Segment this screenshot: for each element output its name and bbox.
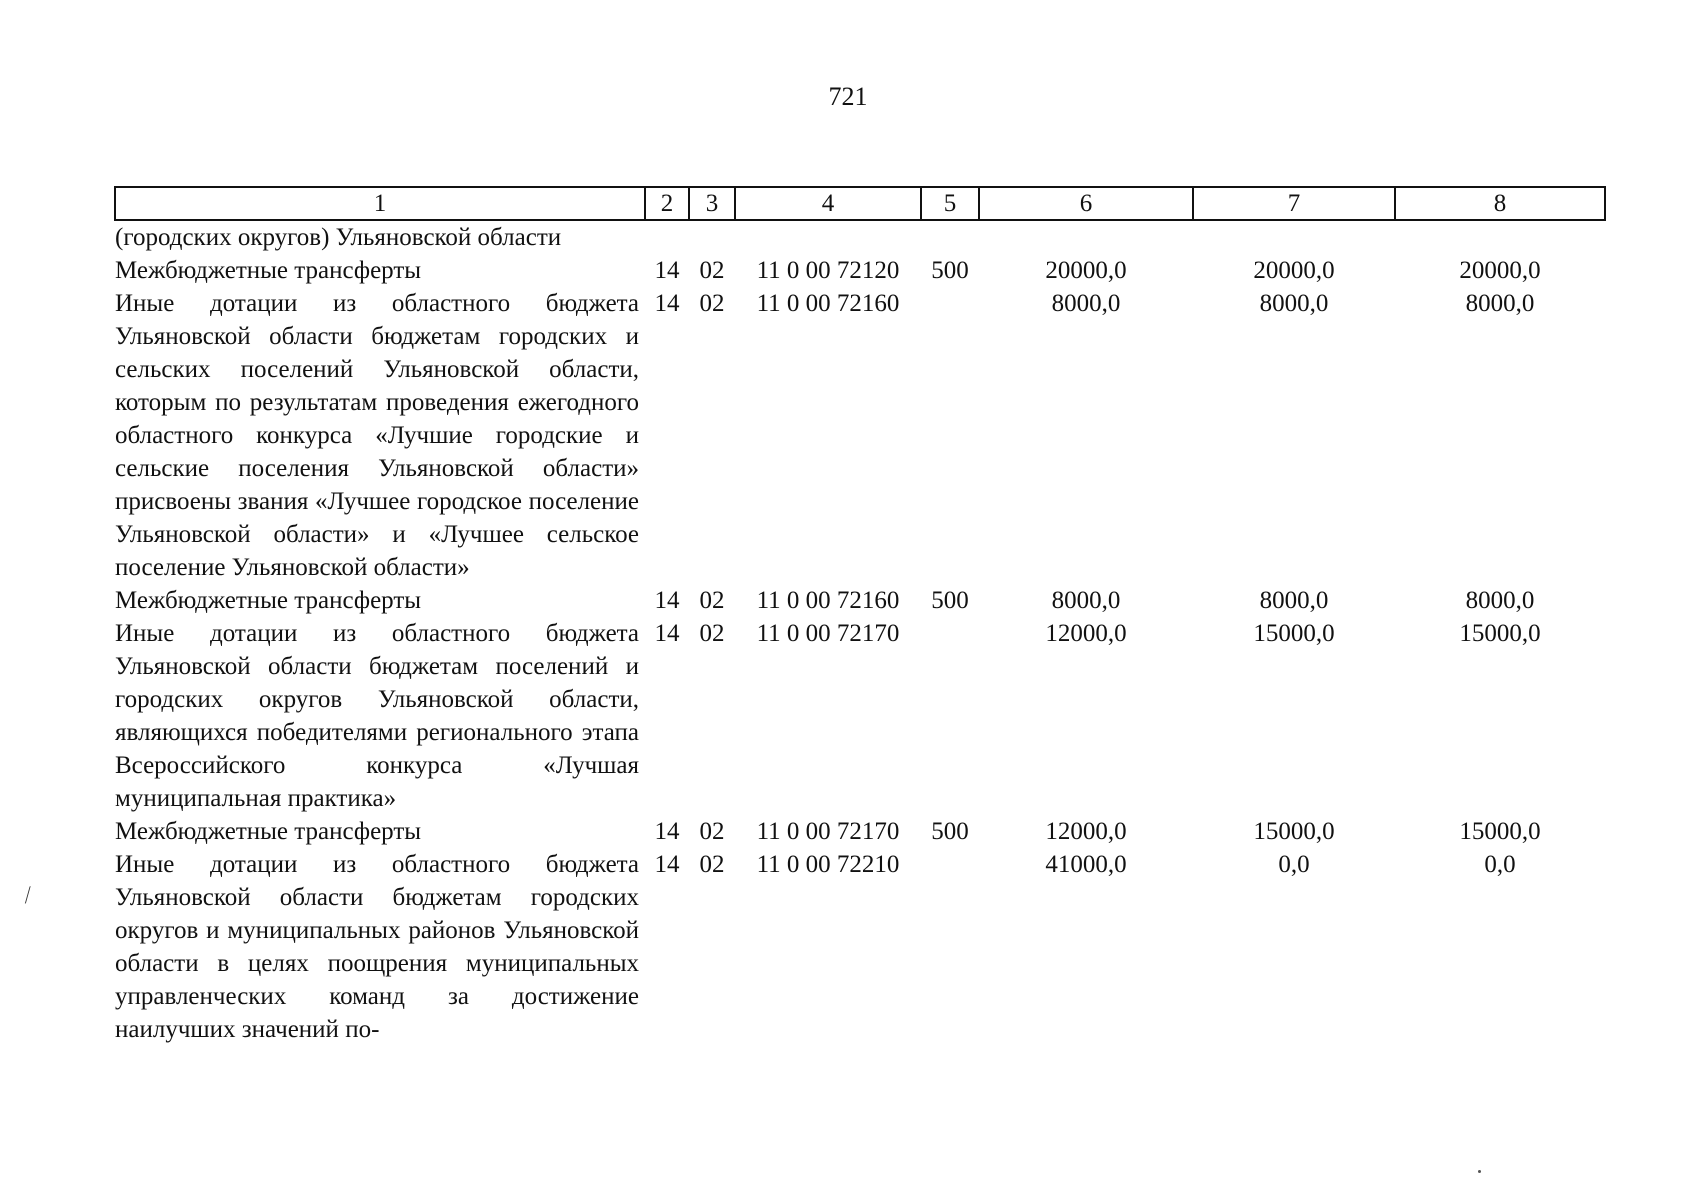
row-section: 14	[654, 290, 680, 317]
table-row	[115, 848, 1605, 1046]
row-expense-type	[921, 287, 979, 584]
row-name: Межбюджетные трансферты	[115, 257, 422, 284]
table-row	[115, 254, 1605, 287]
row-value-col7: 15000,0	[1253, 620, 1335, 647]
row-target-code: 11 0 00 72160	[756, 587, 900, 614]
row-value-col7	[1193, 220, 1395, 254]
row-target-code: 11 0 00 72170	[756, 818, 900, 845]
row-value-col7: 0,0	[1278, 851, 1310, 878]
row-value-col8: 20000,0	[1459, 257, 1541, 284]
row-expense-type	[921, 617, 979, 815]
row-value-col7: 15000,0	[1253, 818, 1335, 845]
scan-dot-mark	[1478, 1170, 1481, 1173]
row-value-col8	[1395, 220, 1605, 254]
column-header: 8	[1395, 187, 1605, 220]
row-value-col8: 15000,0	[1459, 620, 1541, 647]
row-value-col6: 8000,0	[1051, 290, 1121, 317]
row-value-col8: 8000,0	[1465, 587, 1535, 614]
row-name: Иные дотации из областного бюджета Ульяновской области бюджетам городских округов и муниципальных районов Ульяновской области в целях поощрения муниципальных управленческих команд за достижение наилучших значений по-	[115, 851, 639, 1043]
row-value-col6	[979, 220, 1193, 254]
row-name: Межбюджетные трансферты	[115, 587, 422, 614]
row-value-col8: 15000,0	[1459, 818, 1541, 845]
row-name: Иные дотации из областного бюджета Ульяновской области бюджетам городских и сельских поселений Ульяновской области, которым по результатам проведения ежегодного областного конкурса «Лучшие городские и сельские поселения Ульяновской области» присвоены звания «Лучшее городское поселение Ульяновской области» и «Лучшее сельское поселение Ульяновской области»	[115, 290, 639, 581]
table-row	[115, 584, 1605, 617]
row-name: (городских округов) Ульяновской области	[115, 224, 562, 251]
column-header: 2	[645, 187, 689, 220]
row-target-code: 11 0 00 72210	[756, 851, 900, 878]
budget-table	[114, 186, 1606, 1046]
row-value-col7: 20000,0	[1253, 257, 1335, 284]
row-section: 14	[654, 257, 680, 284]
table-row	[115, 287, 1605, 584]
row-subsection: 02	[699, 620, 725, 647]
row-name: Межбюджетные трансферты	[115, 818, 422, 845]
row-expense-type: 500	[931, 818, 969, 845]
row-value-col8: 8000,0	[1465, 290, 1535, 317]
row-value-col7: 8000,0	[1259, 587, 1329, 614]
row-section	[645, 220, 689, 254]
row-value-col6: 8000,0	[1051, 587, 1121, 614]
row-name: Иные дотации из областного бюджета Ульяновской области бюджетам поселений и городских округов Ульяновской области, являющихся победителями регионального этапа Всероссийского конкурса «Лучшая муниципальная практика»	[115, 620, 639, 812]
row-value-col6: 12000,0	[1045, 620, 1127, 647]
row-subsection: 02	[699, 587, 725, 614]
row-target-code: 11 0 00 72120	[756, 257, 900, 284]
table-row	[115, 815, 1605, 848]
row-value-col6: 20000,0	[1045, 257, 1127, 284]
page-number: 721	[828, 82, 868, 111]
column-header: 7	[1193, 187, 1395, 220]
column-header: 1	[115, 187, 645, 220]
row-expense-type: 500	[931, 587, 969, 614]
column-header: 4	[735, 187, 921, 220]
row-target-code: 11 0 00 72160	[756, 290, 900, 317]
margin-pen-mark: ⁄	[21, 882, 34, 907]
row-section: 14	[654, 851, 680, 878]
column-header: 5	[921, 187, 979, 220]
row-expense-type	[921, 848, 979, 1046]
row-subsection: 02	[699, 290, 725, 317]
row-expense-type: 500	[931, 257, 969, 284]
row-section: 14	[654, 818, 680, 845]
row-value-col6: 41000,0	[1045, 851, 1127, 878]
row-value-col8: 0,0	[1484, 851, 1516, 878]
row-target-code	[735, 220, 921, 254]
row-value-col6: 12000,0	[1045, 818, 1127, 845]
column-header: 3	[689, 187, 735, 220]
table-header-row	[115, 187, 1605, 220]
row-subsection	[689, 220, 735, 254]
row-subsection: 02	[699, 257, 725, 284]
row-section: 14	[654, 587, 680, 614]
row-section: 14	[654, 620, 680, 647]
row-value-col7: 8000,0	[1259, 290, 1329, 317]
row-expense-type	[921, 220, 979, 254]
column-header: 6	[979, 187, 1193, 220]
row-subsection: 02	[699, 851, 725, 878]
row-target-code: 11 0 00 72170	[756, 620, 900, 647]
row-subsection: 02	[699, 818, 725, 845]
table-row	[115, 617, 1605, 815]
table-row	[115, 220, 1605, 254]
